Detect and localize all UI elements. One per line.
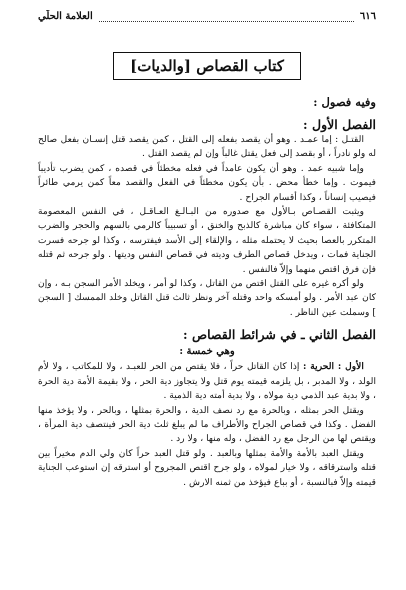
- conditions-count: وهي خمسة :: [179, 346, 235, 358]
- chapters-intro: وفيه فصول :: [313, 95, 376, 109]
- first-condition-label: الأول : الحرية :: [303, 361, 364, 373]
- page-number: ٦١٦: [359, 11, 376, 22]
- section-1-heading: الفصل الأول :: [303, 117, 376, 132]
- dotted-leader: [99, 13, 354, 22]
- section-1-paragraph: وإما شبيه عمد . وهو أن يكون عامداً في فعله مخطئاً في قصده ، كمن يضرب تأديباً فيموت . وإما خطأ محض . بأن يكون مخطئاً في الفعل والقصد معاً كمن يرمي طائراً فيصيب إنساناً ، وكذا أقسام الجراح .: [38, 162, 376, 203]
- section-2-heading: الفصل الثاني ـ في شرائط القصاص :: [182, 327, 376, 343]
- book-title-frame: [38, 52, 376, 82]
- book-title: كتاب القصاص [والديات]: [113, 52, 301, 80]
- section-1-paragraph: ولو أكره غيره على القتل اقتص من القاتل ، وكذا لو أمر ، ويخلد الأمر السجن بـه ، وإن كان عبد الأمر . ولو أمسكه واحد وقتله آخر ونظر ثالث قتل القاتل وخلد الممسك [ السجن ] وسملت عين الناظر .: [38, 278, 376, 318]
- section-2-paragraph: ويقتل الحر بمثله ، وبالحرة مع رد نصف الدية ، والحرة بمثلها ، وبالحر ، ولا يؤخذ منها الفضل . وكذا في قصاص الجراح والأطراف ما لم يبلغ ثلث دية الحر فينتصف دية المرأة ، ويقتص لها من الرجل مع رد الفضل ، وله منها ، ولا رد .: [38, 404, 376, 445]
- section-1-paragraph: القتـل : إما عمـد . وهو أن يقصد بفعله إلى القتل ، كمن يقصد قتل إنسـان بفعل صالح له ولو نادراً ، أو بقصد إلى فعل يقتل غالباً وإن لم يقصد القتل .: [38, 134, 376, 160]
- first-condition-paragraph: [38, 360, 376, 403]
- first-condition-text: إذا كان القاتل حراً ، فلا يقتص من الحر للعبـد ، ولا للمكاتب ، ولا لأم الولد ، ولا المدبر ، بل يلزمه قيمته يوم قتل ولا يتجاوز دية الحر ، ولا بقيمة الأمة دية الحرة ، ولا بدية عبد الذمي دية مولاه ، ولا بدية أمته دية الذمية .: [38, 361, 376, 402]
- section-2-paragraph: ويقتل العبد بالأمة والأمة بمثلها وبالعبد . ولو قتل العبد حراً كان ولي الدم مخيراً بين قتله واسترقاقه ، ولا خيار لمولاه ، ولو جرح اقتص المجروح أو استرقه إن استوعب الجناية قيمته وإلاّ فبالنسبة ، أو بباع فيؤخذ من ثمنه الارش .: [38, 447, 376, 488]
- running-header: [38, 10, 376, 24]
- section-1-paragraph: ويثبت القصـاص بـالأول مع صدوره من البـالـغ العـاقـل ، في النفس المعصومة المتكافئة ، سواء كان مباشرة كالذبح والخنق ، أو تسبيباً كالرمي بالسهم والحجر والضرب المتكرر بالعصا بحيث لا يحتمله مثله ، والإلقاء إلى الأسد فيفترسه ، وكذا لو جرحه فسرت الجناية فمات ، ويدخل قصاص الطرف وديته في قصاص النفس وديتها . ولو جرحه ثم قتله فإن فرق اقتص منهما وإلاّ فالنفس .: [38, 206, 376, 275]
- running-header-author: العلامة الحلّي: [38, 11, 93, 22]
